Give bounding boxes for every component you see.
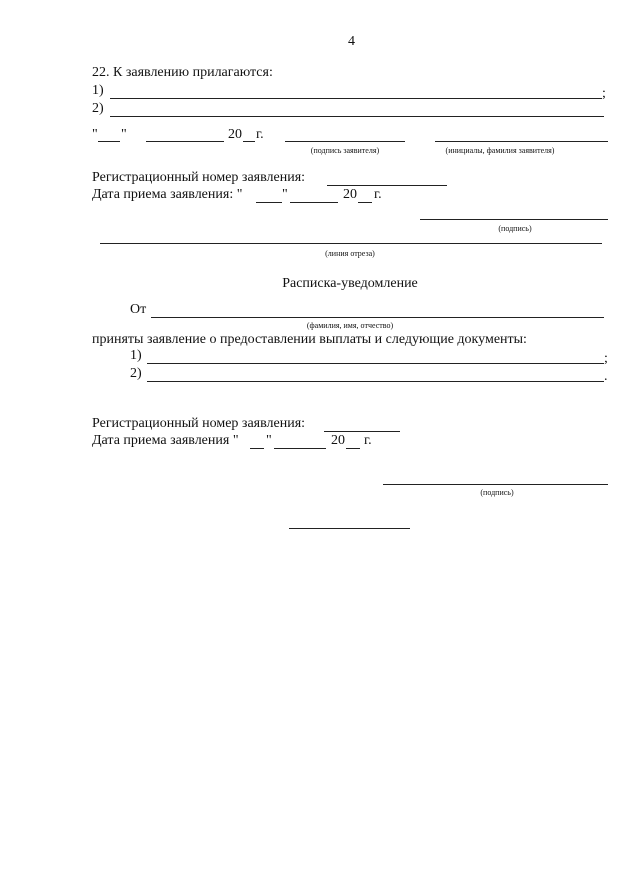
receipt-date-close-quote-2: ": [266, 433, 272, 448]
cut-line: [100, 243, 602, 244]
date-year-prefix: 20: [228, 127, 242, 142]
receipt-date-year-line[interactable]: [358, 202, 372, 203]
receipt-date-label: Дата приема заявления: ": [92, 187, 243, 202]
receipt-fio-caption: (фамилия, имя, отчество): [306, 321, 394, 330]
receipt-date-close-quote: ": [282, 187, 288, 202]
receipt-from-label: От: [130, 302, 147, 317]
date-close-quote: ": [121, 127, 127, 142]
end-separator: [289, 528, 410, 529]
attachment-item-1-line[interactable]: [110, 98, 602, 99]
receipt-date-label-2: Дата приема заявления ": [92, 433, 239, 448]
applicant-initials-line[interactable]: [435, 141, 608, 142]
date-month-line[interactable]: [146, 141, 224, 142]
receipt-date-day-line[interactable]: [256, 202, 282, 203]
attachment-item-1-label: 1): [92, 83, 104, 98]
receipt-from-line[interactable]: [151, 317, 604, 318]
official-signature-line[interactable]: [420, 219, 608, 220]
date-open-quote: ": [92, 127, 98, 142]
receipt-registration-line[interactable]: [324, 431, 400, 432]
receipt-title: Расписка-уведомление: [282, 276, 418, 291]
applicant-initials-caption: (инициалы, фамилия заявителя): [445, 146, 555, 155]
attachments-heading: 22. К заявлению прилагаются:: [92, 65, 273, 80]
receipt-item-2-end: .: [604, 369, 608, 384]
attachment-item-2-line[interactable]: [110, 116, 604, 117]
cut-line-caption: (линия отреза): [325, 249, 375, 258]
receipt-date-day-line-2[interactable]: [250, 448, 264, 449]
receipt-item-1-end: ;: [604, 351, 608, 366]
receipt-accepted-text: приняты заявление о предоставлении выплаты и следующие документы:: [92, 332, 527, 347]
receipt-item-2-line[interactable]: [147, 381, 604, 382]
receipt-date-year-prefix: 20: [343, 187, 357, 202]
receipt-date-year-suffix-2: г.: [364, 433, 372, 448]
receipt-item-1-label: 1): [130, 348, 142, 363]
registration-number-label: Регистрационный номер заявления:: [92, 170, 306, 185]
receipt-date-month-line[interactable]: [290, 202, 338, 203]
receipt-date-year-line-2[interactable]: [346, 448, 360, 449]
date-year-line[interactable]: [243, 141, 255, 142]
receipt-date-year-suffix: г.: [374, 187, 382, 202]
attachment-item-2-label: 2): [92, 101, 104, 116]
attachment-item-1-end: ;: [602, 86, 606, 101]
receipt-date-year-prefix-2: 20: [331, 433, 345, 448]
receipt-item-1-line[interactable]: [147, 363, 604, 364]
receipt-date-month-line-2[interactable]: [274, 448, 326, 449]
applicant-signature-caption: (подпись заявителя): [310, 146, 380, 155]
applicant-signature-line[interactable]: [285, 141, 405, 142]
registration-number-line[interactable]: [327, 185, 447, 186]
date-day-line[interactable]: [98, 141, 120, 142]
date-year-suffix: г.: [256, 127, 264, 142]
official-signature-caption: (подпись): [498, 224, 532, 233]
page-number: 4: [348, 34, 355, 49]
receipt-registration-label: Регистрационный номер заявления:: [92, 416, 306, 431]
receipt-item-2-label: 2): [130, 366, 142, 381]
receipt-signature-line[interactable]: [383, 484, 608, 485]
receipt-signature-caption: (подпись): [480, 488, 514, 497]
